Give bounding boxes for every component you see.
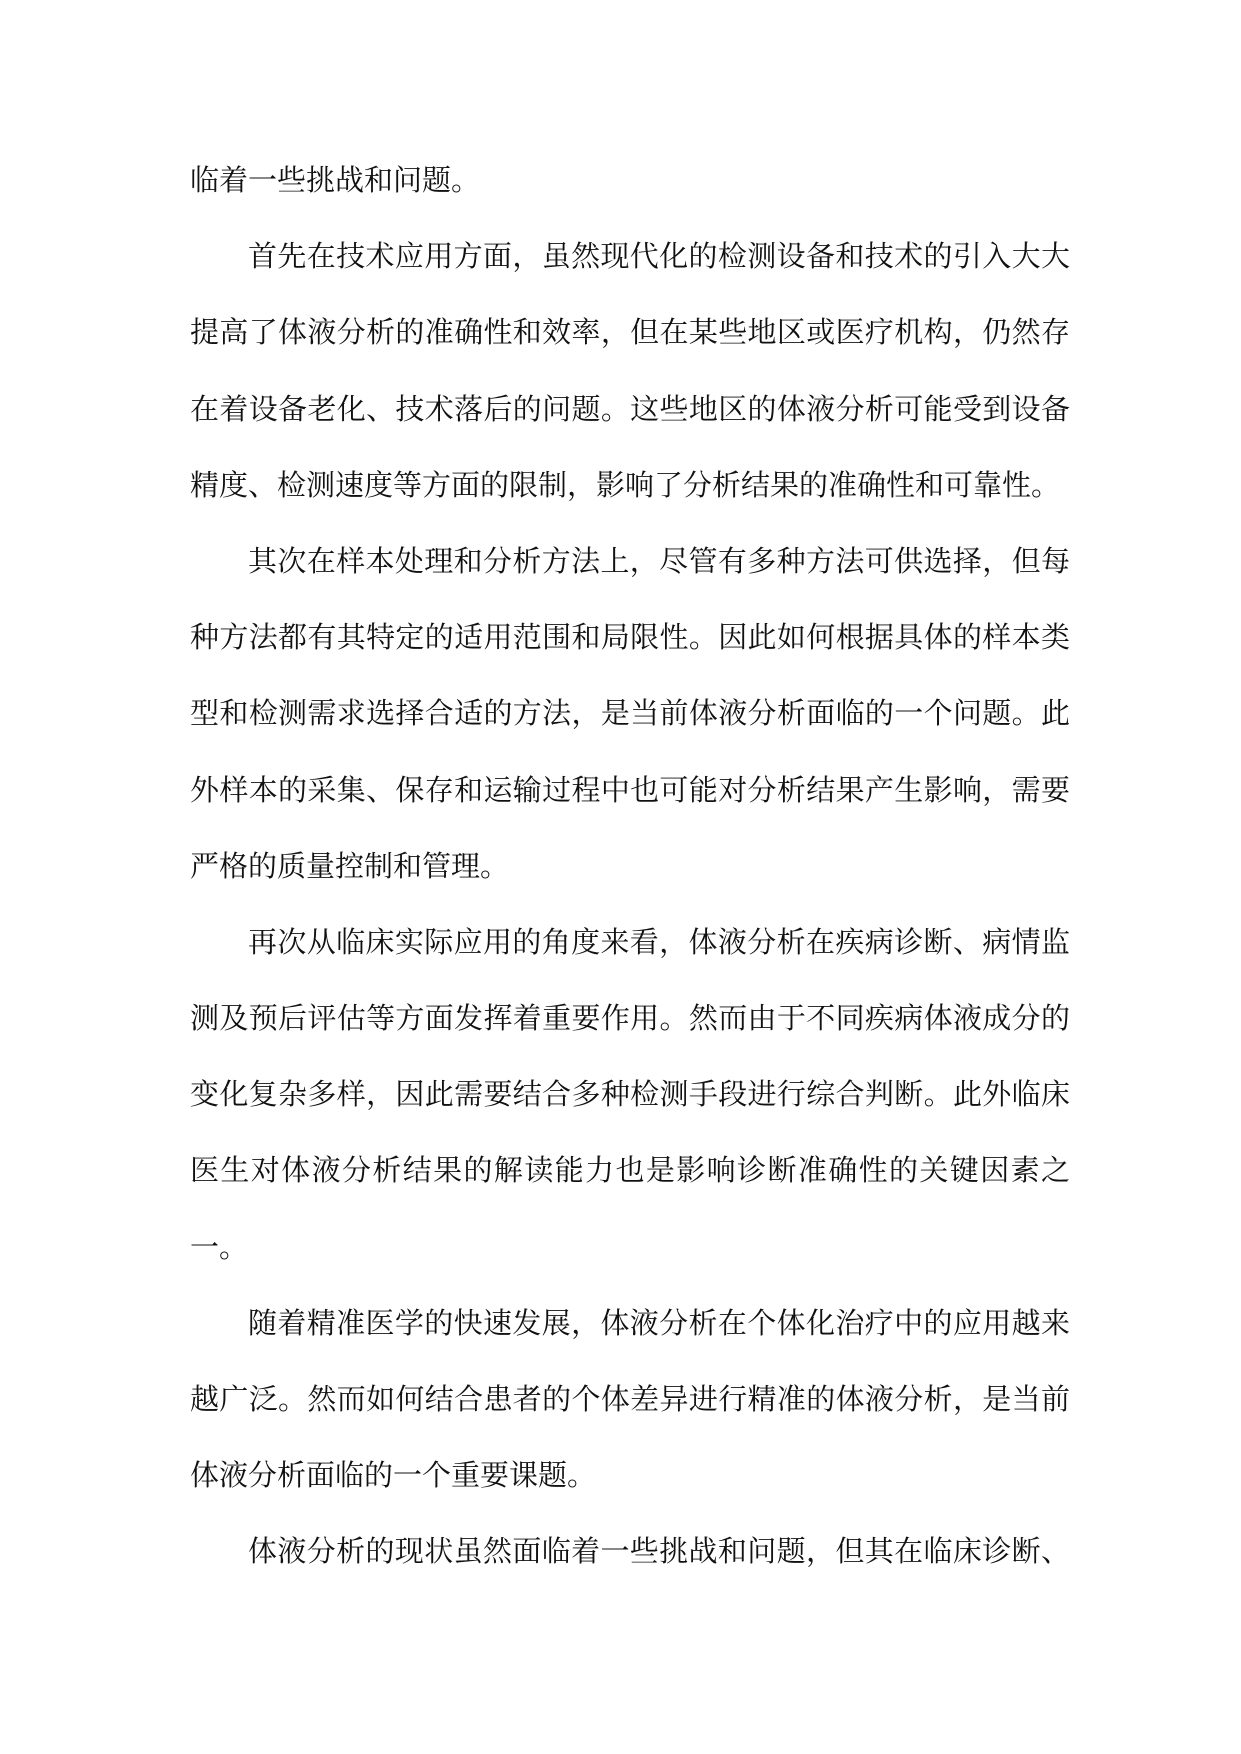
text-line: 严格的质量控制和管理。 (190, 848, 510, 883)
text-line: 越广泛。然而如何结合患者的个体差异进行精准的体液分析，是当前 (190, 1382, 1070, 1416)
text-line: 体液分析面临的一个重要课题。 (190, 1458, 597, 1493)
text-line: 体液分析的现状虽然面临着一些挑战和问题，但其在临床诊断、 (248, 1534, 1070, 1569)
text-line: 种方法都有其特定的适用范围和局限性。因此如何根据具体的样本类 (190, 620, 1070, 655)
text-line: 再次从临床实际应用的角度来看，体液分析在疾病诊断、病情监 (248, 924, 1070, 959)
text-line: 精度、检测速度等方面的限制，影响了分析结果的准确性和可靠性。 (190, 467, 1061, 502)
text-line: 变化复杂多样，因此需要结合多种检测手段进行综合判断。此外临床 (190, 1077, 1070, 1112)
text-line: 医生对体液分析结果的解读能力也是影响诊断准确性的关键因素之 (190, 1153, 1070, 1188)
text-line: 一。 (190, 1229, 249, 1264)
text-line: 首先在技术应用方面，虽然现代化的检测设备和技术的引入大大 (248, 239, 1070, 274)
text-line: 在着设备老化、技术落后的问题。这些地区的体液分析可能受到设备 (190, 391, 1070, 426)
text-line: 提高了体液分析的准确性和效率，但在某些地区或医疗机构，仍然存 (190, 315, 1070, 350)
text-line: 型和检测需求选择合适的方法，是当前体液分析面临的一个问题。此 (190, 696, 1070, 731)
text-line: 外样本的采集、保存和运输过程中也可能对分析结果产生影响，需要 (190, 772, 1070, 807)
text-line: 随着精准医学的快速发展，体液分析在个体化治疗中的应用越来 (248, 1305, 1070, 1340)
text-line: 测及预后评估等方面发挥着重要作用。然而由于不同疾病体液成分的 (190, 1001, 1070, 1036)
text-line: 其次在样本处理和分析方法上，尽管有多种方法可供选择，但每 (248, 543, 1070, 578)
body-text (190, 142, 1070, 1590)
text-line: 临着一些挑战和问题。 (190, 163, 481, 197)
